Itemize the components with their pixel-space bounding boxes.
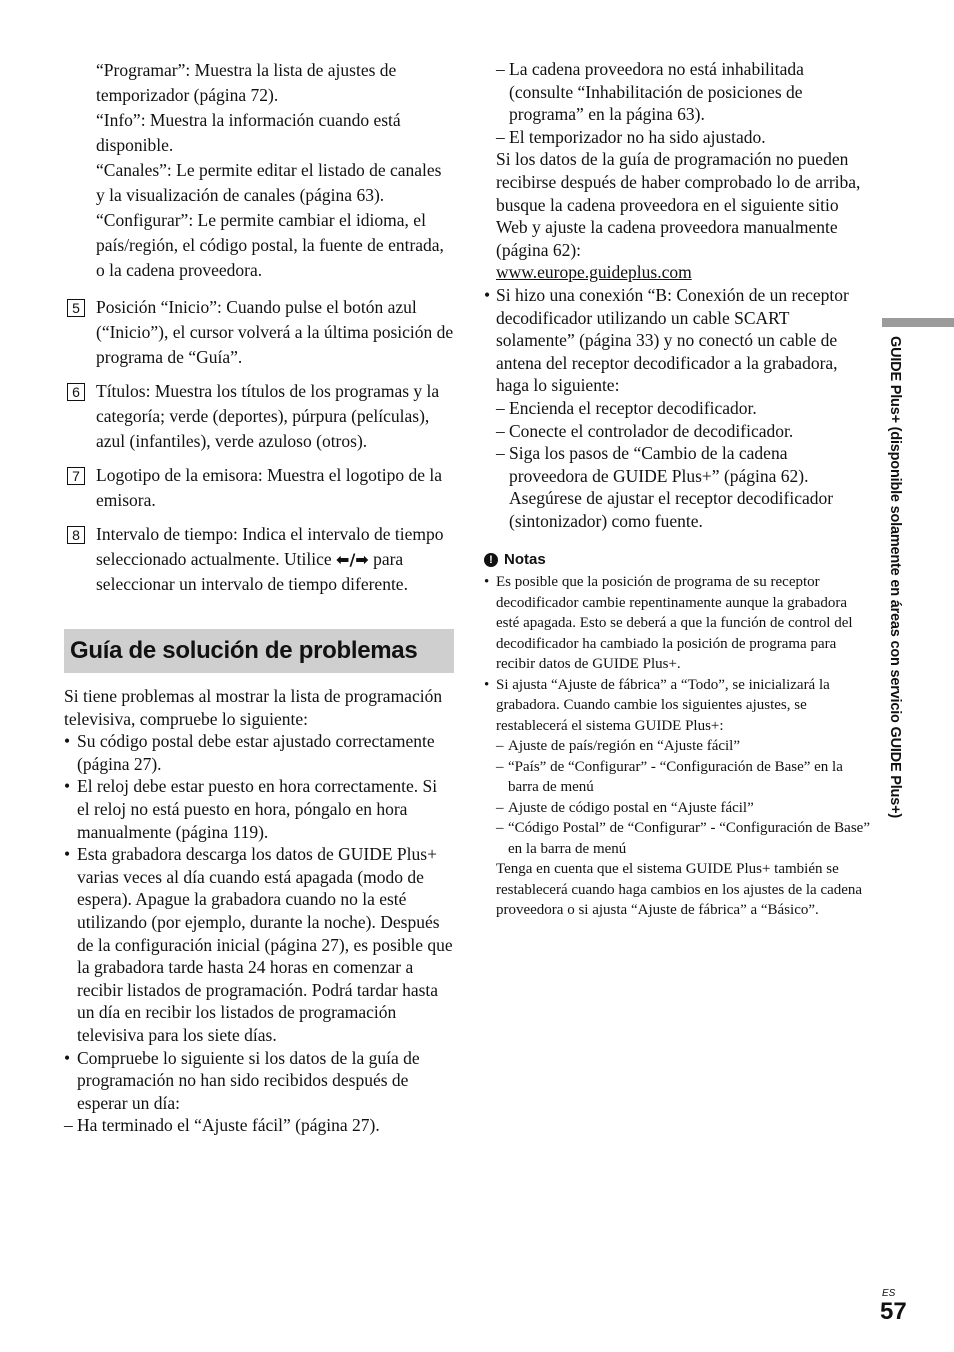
dash-text: “País” de “Configurar” - “Configuración de Base” en la barra de menú xyxy=(508,758,843,796)
section-intro: Si tiene problemas al mostrar la lista de programación televisiva, compruebe lo siguiente: xyxy=(64,686,443,729)
dash-text: Ha terminado el “Ajuste fácil” (página 27). xyxy=(77,1115,380,1136)
bullet-item: • Si hizo una conexión “B: Conexión de un receptor decodificador utilizando un cable SCART solamente” (página 33) y no conectó un cable de antena del receptor decodificador a la grabadora, haga lo siguiente: xyxy=(484,284,870,397)
notes-title xyxy=(484,550,870,570)
dash-glyph: – xyxy=(496,397,505,418)
dash-text: La cadena proveedora no está inhabilitada (consulte “Inhabilitación de posiciones de programa” en la página 63). xyxy=(509,59,804,125)
note-dash-item xyxy=(484,798,870,819)
section-heading: Guía de solución de problemas xyxy=(64,629,454,673)
link-line xyxy=(484,261,870,284)
dash-glyph: – xyxy=(64,1115,73,1136)
side-tab-text: GUIDE Plus+ (disponible solamente en áreas con servicio GUIDE Plus+) xyxy=(887,336,903,818)
dash-glyph: – xyxy=(496,758,504,775)
notes-title-text: Notas xyxy=(504,551,546,569)
page-language: ES xyxy=(882,1288,896,1299)
dash-glyph: – xyxy=(496,59,505,79)
numbered-item xyxy=(64,463,454,513)
note-item: • Si ajusta “Ajuste de fábrica” a “Todo”, se inicializará la grabadora. Cuando cambie los siguientes ajustes, se restablecerá el sistema GUIDE Plus+: xyxy=(484,675,870,737)
intro-line: “Programar”: Muestra la lista de ajustes de temporizador (página 72). xyxy=(96,60,397,105)
dash-glyph: – xyxy=(496,738,504,755)
intro-line: “Info”: Muestra la información cuando está disponible. xyxy=(96,110,401,155)
dash-text: Siga los pasos de “Cambio de la cadena proveedora de GUIDE Plus+” (página 62). Asegúrese de ajustar el receptor decodificador (sintonizador) como fuente. xyxy=(509,443,834,531)
item-text: Títulos: Muestra los títulos de los programas y la categoría; verde (deportes), púrpura (películas), azul (infantiles), verde azuloso (otros). xyxy=(96,381,440,451)
bullet-item: • Compruebe lo siguiente si los datos de la guía de programación no han sido recibidos después de esperar un día: xyxy=(64,1047,454,1115)
dash-item xyxy=(484,397,870,420)
dash-text: Encienda el receptor decodificador. xyxy=(509,397,757,418)
left-column xyxy=(64,58,454,1137)
dash-text: Conecte el controlador de decodificador. xyxy=(509,420,794,441)
side-tab xyxy=(881,336,911,876)
numbered-item xyxy=(64,522,454,597)
page-number: 57 xyxy=(880,1298,907,1325)
dash-text: El temporizador no ha sido ajustado. xyxy=(509,126,766,147)
bullet-item: • El reloj debe estar puesto en hora correctamente. Si el reloj no está puesto en hora, póngalo en hora manualmente (página 119). xyxy=(64,775,454,843)
intro-line: “Canales”: Le permite editar el listado de canales y la visualización de canales (página 63). xyxy=(96,160,442,205)
dash-glyph: – xyxy=(496,126,505,147)
dash-text: “Código Postal” de “Configurar” - “Configuración de Base” en la barra de menú xyxy=(508,820,870,857)
item-number-box: 7 xyxy=(67,467,85,485)
bullet-item: • Su código postal debe estar ajustado correctamente (página 27). xyxy=(64,730,454,775)
dash-item xyxy=(484,126,870,149)
intro-line: “Configurar”: Le permite cambiar el idioma, el país/región, el código postal, la fuente de entrada, o la cadena proveedora. xyxy=(96,210,444,280)
item-text: Logotipo de la emisora: Muestra el logotipo de la emisora. xyxy=(96,465,443,510)
troubleshooting-section xyxy=(64,685,454,1137)
side-tab-bar xyxy=(882,318,954,327)
left-right-arrow-icon: ⬅/➡ xyxy=(336,550,369,569)
notes-list xyxy=(484,572,870,921)
dash-text: Ajuste de código postal en “Ajuste fácil” xyxy=(508,799,754,816)
dash-item xyxy=(484,442,870,532)
dash-glyph: – xyxy=(496,799,504,816)
bullet-item: • Esta grabadora descarga los datos de GUIDE Plus+ varias veces al día cuando está apagada (modo de espera). Apague la grabadora cuando no la esté utilizando (por ejemplo, durante la noche). Después de la configuración inicial (página 27), es posible que la grabadora tarde hasta 24 horas en comenzar a recibir listados de programación. Podrá tardar hasta un día en recibir los listados de programación televisiva para los siete días. xyxy=(64,843,454,1046)
numbered-item xyxy=(64,379,454,454)
note-dash-item xyxy=(484,736,870,757)
dash-text: Ajuste de país/región en “Ajuste fácil” xyxy=(508,738,741,755)
note-dash-item xyxy=(484,757,870,798)
item-number-box: 8 xyxy=(67,526,85,544)
note-item: • Es posible que la posición de programa de su receptor decodificador cambie repentinamente aunque la grabadora esté apagada. Esto se deberá a que la función de control del decodificador ha cambiado la posición de programa para recibir datos de GUIDE Plus+. xyxy=(484,572,870,675)
paragraph: Si los datos de la guía de programación no pueden recibirse después de haber comprobado lo de arriba, busque la cadena proveedora en el siguiente sitio Web y ajuste la cadena proveedora manualmente (página 62): xyxy=(496,149,861,260)
note-dash-item xyxy=(484,818,870,859)
website-link[interactable]: www.europe.guideplus.com xyxy=(496,262,692,283)
item-number-box: 5 xyxy=(67,299,85,317)
dash-item xyxy=(64,1114,454,1137)
item-text: Intervalo de tiempo: Indica el intervalo de tiempo seleccionado actualmente. Utilice xyxy=(96,524,444,569)
notes-closing: Tenga en cuenta que el sistema GUIDE Plus+ también se restablecerá cuando haga cambios en los ajustes de la cadena proveedora o si ajusta “Ajuste de fábrica” a “Básico”. xyxy=(496,861,863,919)
item-number-box: 6 xyxy=(67,383,85,401)
dash-item xyxy=(484,420,870,443)
dash-glyph: – xyxy=(496,443,505,464)
note-icon: ! xyxy=(484,553,498,567)
numbered-item xyxy=(64,295,454,370)
dash-item xyxy=(484,58,870,126)
item-text: Posición “Inicio”: Cuando pulse el botón azul (“Inicio”), el cursor volverá a la última posición de programa de “Guía”. xyxy=(96,297,454,367)
dash-glyph: – xyxy=(496,420,505,441)
right-column xyxy=(484,58,870,921)
item-text: para seleccionar un intervalo de tiempo diferente. xyxy=(96,549,408,594)
dash-glyph: – xyxy=(496,820,504,837)
